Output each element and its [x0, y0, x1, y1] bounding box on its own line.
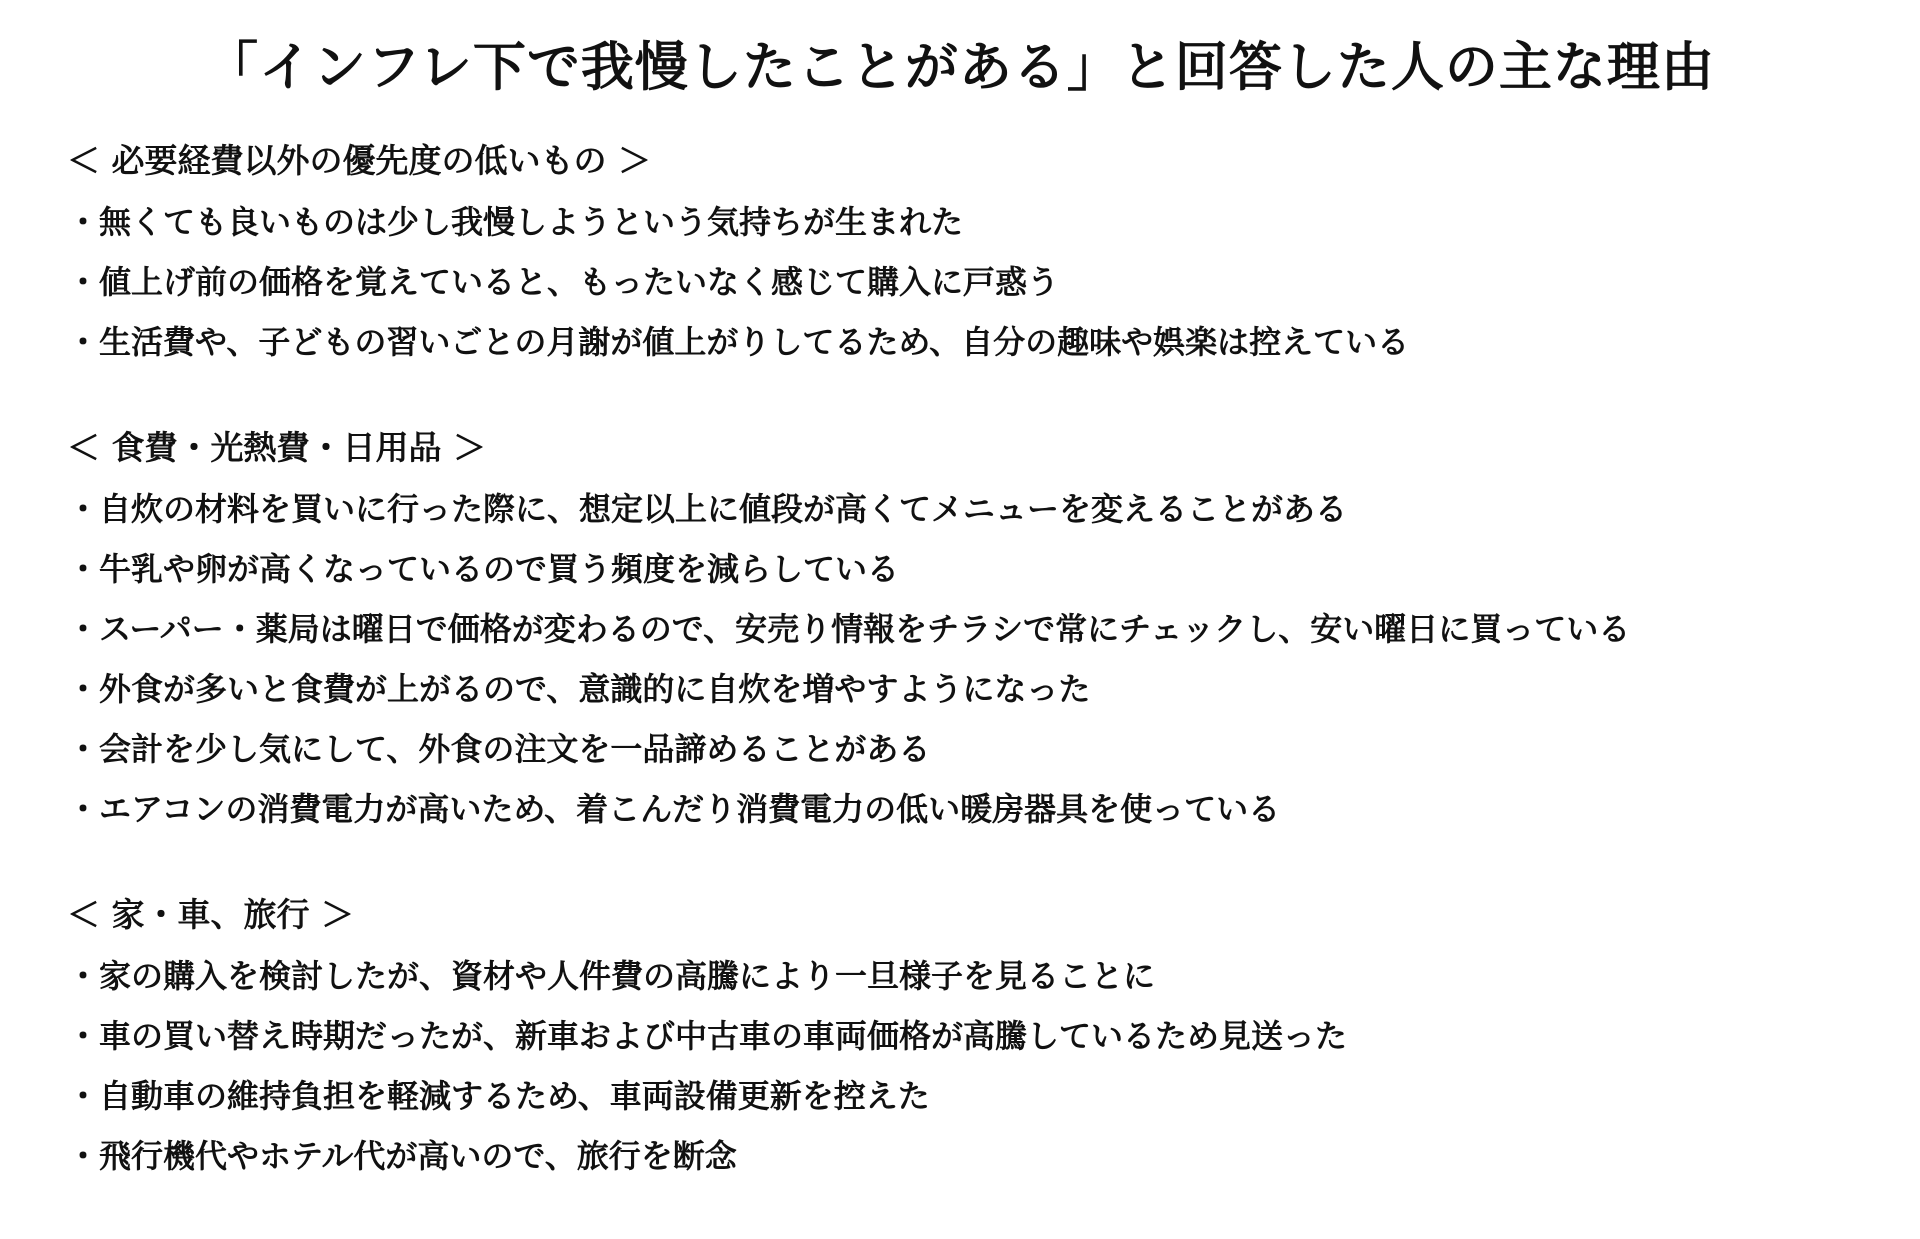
section-heading: ＜ 必要経費以外の優先度の低いもの ＞ [67, 141, 651, 180]
reason-item: ・家の購入を検討したが、資材や人件費の高騰により一旦様子を見ることに [67, 957, 1156, 995]
reason-item: ・スーパー・薬局は曜日で価格が変わるので、安売り情報をチラシで常にチェックし、安い曜日に買っている [67, 610, 1631, 648]
reason-item: ・無くても良いものは少し我慢しようという気持ちが生まれた [67, 203, 964, 241]
reason-item: ・外食が多いと食費が上がるので、意識的に自炊を増やすようになった [67, 670, 1091, 708]
reason-list [67, 199, 1867, 365]
reason-item: ・エアコンの消費電力が高いため、着こんだり消費電力の低い暖房器具を使っている [67, 790, 1281, 828]
section-non-essential [67, 138, 1867, 365]
reason-item: ・牛乳や卵が高くなっているので買う頻度を減らしている [67, 550, 900, 588]
reason-item: ・車の買い替え時期だったが、新車および中古車の車両価格が高騰しているため見送った [67, 1017, 1348, 1055]
section-heading: ＜ 家・車、旅行 ＞ [67, 895, 354, 934]
reason-item: ・会計を少し気にして、外食の注文を一品諦めることがある [67, 730, 931, 768]
reasons-content [67, 138, 1867, 1239]
reason-item: ・自動車の維持負担を軽減するため、車両設備更新を控えた [67, 1077, 930, 1115]
page-title: 「インフレ下で我慢したことがある」と回答した人の主な理由 [205, 36, 1715, 98]
reason-item: ・生活費や、子どもの習いごとの月謝が値上がりしてるため、自分の趣味や娯楽は控えている [67, 323, 1410, 361]
reason-list [67, 486, 1867, 832]
section-heading: ＜ 食費・光熱費・日用品 ＞ [67, 428, 486, 467]
section-home-car-travel [67, 892, 1867, 1179]
section-food-utilities [67, 425, 1867, 832]
reason-list [67, 953, 1867, 1179]
reason-item: ・自炊の材料を買いに行った際に、想定以上に値段が高くてメニューを変えることがある [67, 490, 1348, 528]
reason-item: ・値上げ前の価格を覚えていると、もったいなく感じて購入に戸惑う [67, 263, 1060, 301]
reason-item: ・飛行機代やホテル代が高いので、旅行を断念 [67, 1137, 737, 1175]
